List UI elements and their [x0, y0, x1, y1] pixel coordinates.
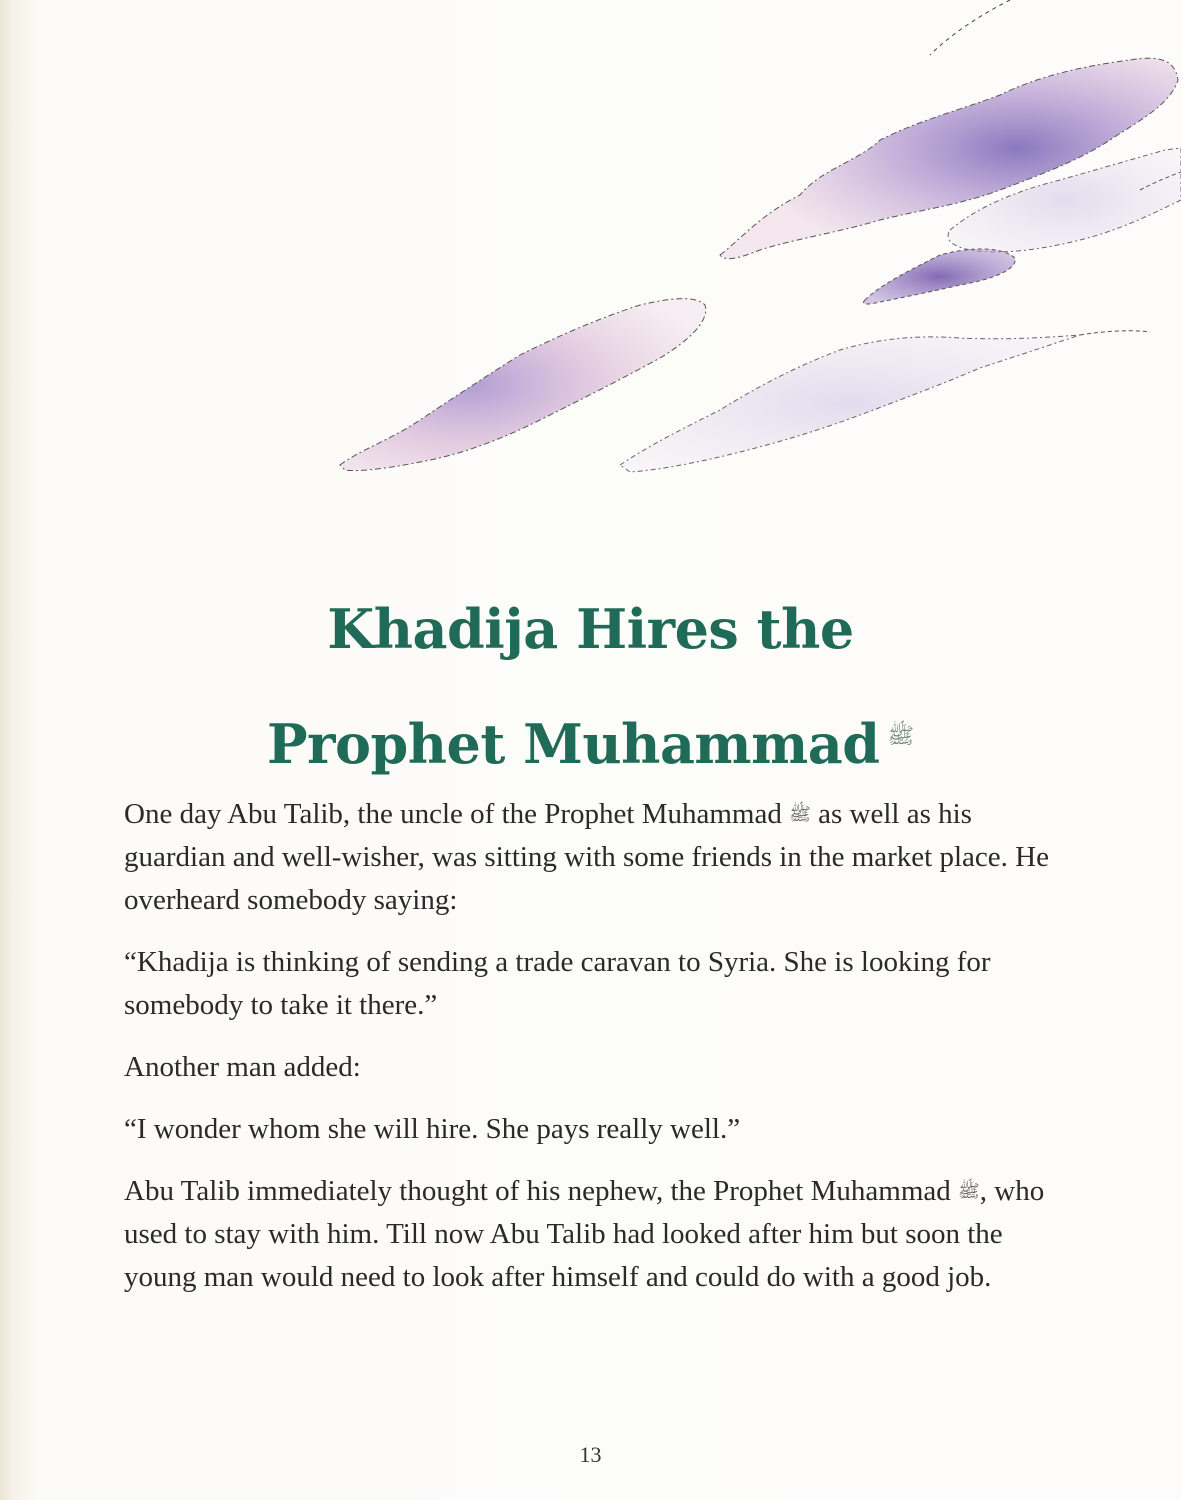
paragraph-1	[124, 793, 1064, 922]
cloud-lower-left	[340, 299, 706, 471]
page-number: 13	[579, 1442, 602, 1467]
paragraph-5-part-2: , who used to stay with him. Till now Abu Talib had looked after him but soon the young man would need to look after himself and could do with a good job.	[124, 1175, 1045, 1293]
honorific-symbol: ﷺ	[887, 724, 915, 749]
cloud-lower-right	[620, 335, 1080, 472]
clouds-illustration	[320, 0, 1181, 500]
title-line-1: Khadija Hires the	[327, 597, 854, 661]
title-line-2	[0, 683, 1181, 798]
title-line-2-text: Prophet Muhammad	[266, 712, 880, 776]
page-title	[0, 575, 1181, 798]
sketch-line	[930, 0, 1010, 55]
paragraph-5	[124, 1170, 1064, 1299]
sketch-line	[1080, 331, 1150, 335]
paragraph-1-part-1: One day Abu Talib, the uncle of the Prophet Muhammad	[124, 798, 782, 830]
cloud-small	[863, 249, 1015, 304]
paragraph-1-part-2: as well as his guardian and well-wisher, was sitting with some friends in the market place. He overheard somebody saying:	[124, 798, 1049, 916]
story-text	[124, 793, 1064, 1318]
paragraph-2: “Khadija is thinking of sending a trade caravan to Syria. She is looking for somebody to take it there.”	[124, 946, 991, 1021]
honorific-symbol: ﷺ	[789, 804, 811, 824]
paragraph-5-part-1: Abu Talib immediately thought of his nephew, the Prophet Muhammad	[124, 1175, 951, 1207]
honorific-symbol: ﷺ	[958, 1181, 980, 1201]
paragraph-4: “I wonder whom she will hire. She pays really well.”	[124, 1113, 741, 1145]
paragraph-3: Another man added:	[124, 1051, 361, 1083]
